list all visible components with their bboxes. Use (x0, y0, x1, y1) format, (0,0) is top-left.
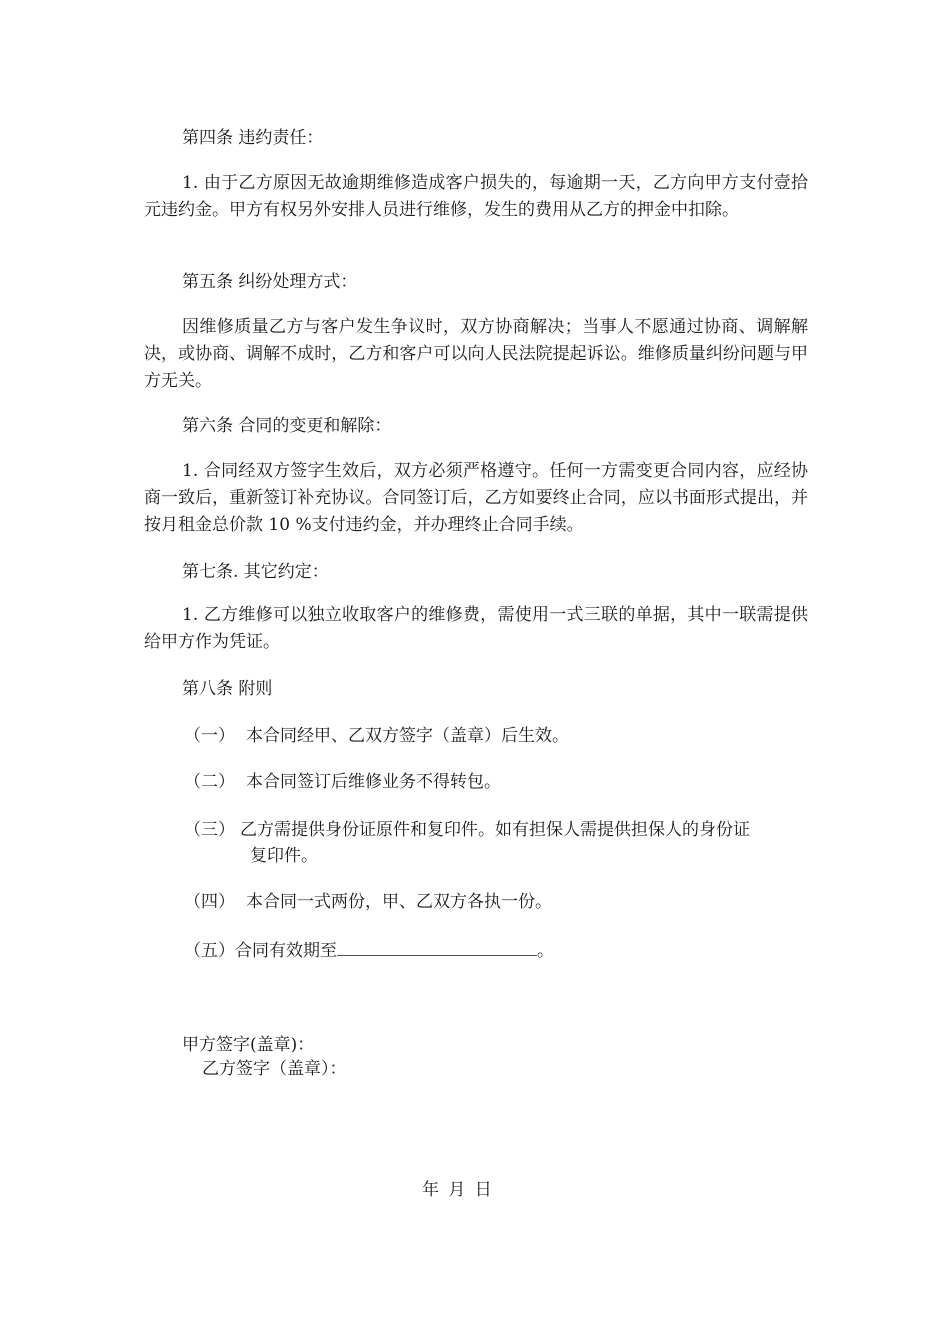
item-text: 本合同经甲、乙双方签字（盖章）后生效。 (246, 726, 569, 746)
article-4-heading: 第四条 违约责任： (182, 128, 324, 148)
article-7-heading: 第七条. 其它约定： (182, 562, 329, 582)
article-5-clause: 因维修质量乙方与客户发生争议时，双方协商解决；当事人不愿通过协商、调解解决，或协商、调解不成时，乙方和客户可以向人民法院提起诉讼。维修质量纠纷问题与甲方无关。 (144, 317, 808, 391)
article-7-clause-1: 1. 乙方维修可以独立收取客户的维修费，需使用一式三联的单据，其中一联需提供给甲方作为凭证。 (144, 605, 808, 652)
item-number: （二） (184, 772, 235, 792)
item-number: （一） (184, 726, 235, 746)
article-6-clause-1: 1. 合同经双方签字生效后，双方必须严格遵守。任何一方需变更合同内容，应经协商一致后，重新签订补充协议。合同签订后，乙方如要终止合同，应以书面形式提出，并按月租金总价款 10 %支付违约金，并办理终止合同手续。 (144, 461, 808, 535)
article-8-item-3 (184, 817, 750, 844)
party-b-signature: 乙方签字（盖章）： (202, 1059, 347, 1079)
article-5-heading: 第五条 纠纷处理方式： (182, 272, 358, 292)
item-text: 乙方需提供身份证原件和复印件。如有担保人需提供担保人的身份证 (240, 820, 750, 840)
article-8-item-2 (184, 769, 501, 796)
item-end: 。 (537, 941, 554, 961)
article-8-item-3-continuation: 复印件。 (250, 846, 318, 866)
item-number: （三） (184, 820, 235, 840)
article-6-heading: 第六条 合同的变更和解除： (182, 416, 392, 436)
item-label: （五）合同有效期至 (184, 941, 337, 961)
article-8-heading: 第八条 附则 (182, 679, 273, 699)
party-a-signature: 甲方签字(盖章)： (182, 1035, 315, 1055)
article-8-item-4 (184, 889, 552, 916)
item-text: 本合同一式两份，甲、乙双方各执一份。 (246, 892, 552, 912)
article-8-item-5 (184, 937, 554, 965)
item-text: 本合同签订后维修业务不得转包。 (246, 772, 501, 792)
article-4-clause-1: 1. 由于乙方原因无故逾期维修造成客户损失的，每逾期一天，乙方向甲方支付壹拾元违约金。甲方有权另外安排人员进行维修，发生的费用从乙方的押金中扣除。 (144, 173, 808, 220)
signing-date: 年 月 日 (422, 1180, 492, 1200)
item-number: （四） (184, 892, 235, 912)
article-8-item-1 (184, 723, 569, 750)
validity-blank-line (337, 937, 537, 956)
